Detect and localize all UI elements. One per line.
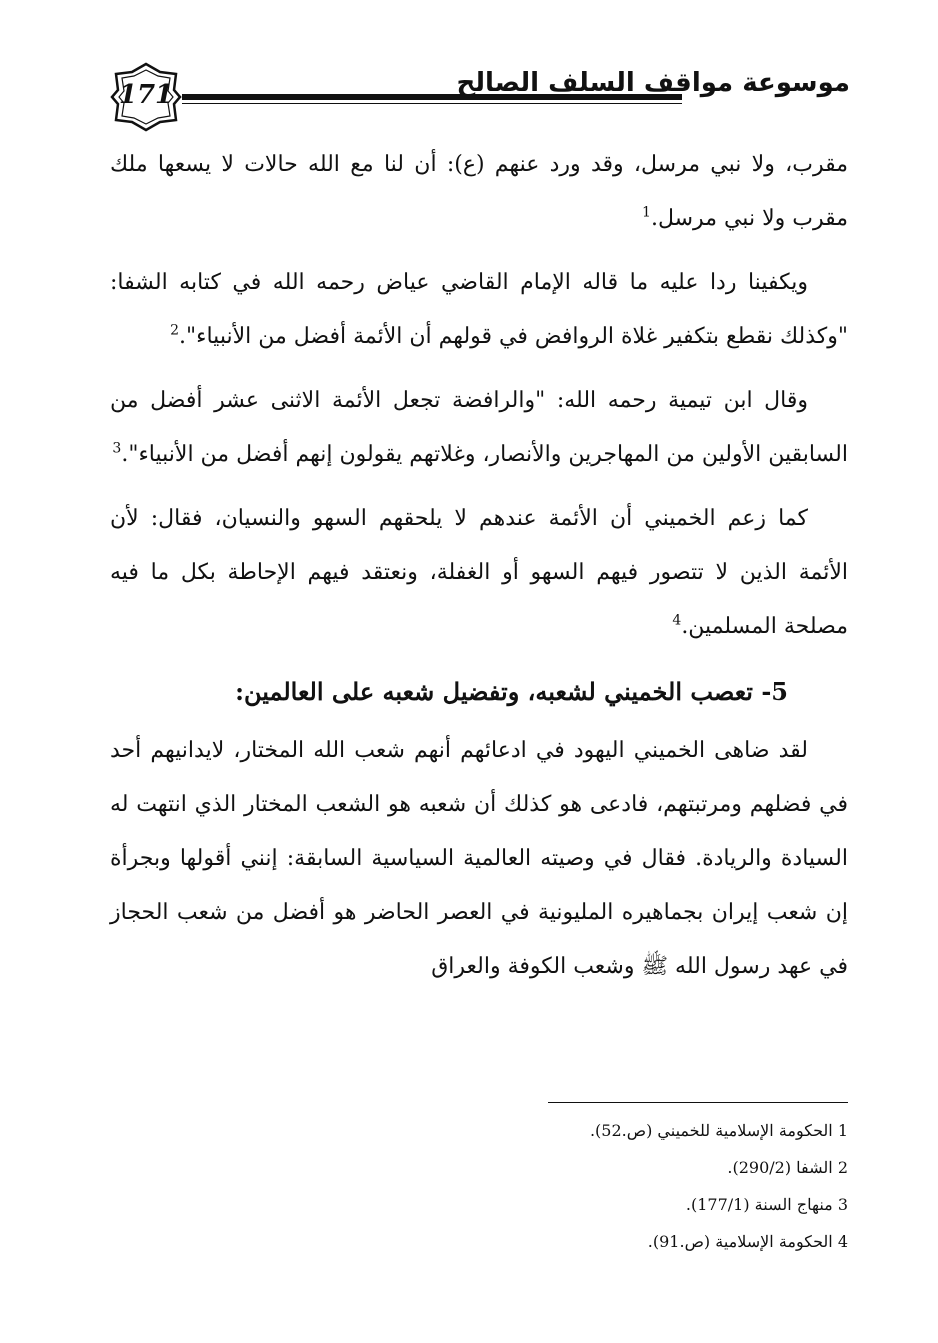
- footnote-ref-4: 4: [672, 612, 682, 629]
- footnote-ref-1: 1: [642, 204, 651, 221]
- paragraph-4-text: كما زعم الخميني أن الأئمة عندهم لا يلحقهم السهو والنسيان، فقال: لأن الأئمة الذين لا تتصور فيهم السهو أو الغفلة، ونعتقد فيهم الإحاطة بكل ما فيه مصلحة المسلمين.: [110, 506, 848, 639]
- paragraph-5: لقد ضاهى الخميني اليهود في ادعائهم أنهم شعب الله المختار، لايدانيهم أحد في فضلهم ومرتبتهم، فادعى هو كذلك أن شعبه هو الشعب المختار الذي انتهت له السيادة والريادة. فقال في وصيته العالمية السياسية السابقة: إنني أقولها وبجرأة إن شعب إيران بجماهيره المليونية في العصر الحاضر هو أفضل من شعب الحجاز في عهد رسول الله ﷺ وشعب الكوفة والعراق: [110, 738, 848, 979]
- page-number-badge: [110, 62, 182, 132]
- paragraph-4: [110, 492, 848, 654]
- section-heading: 5- تعصب الخميني لشعبه، وتفضيل شعبه على العالمين:: [235, 677, 788, 706]
- footnote-4: 4 الحكومة الإسلامية (ص.91).: [647, 1232, 848, 1251]
- paragraph-1-text: مقرب، ولا نبي مرسل، وقد ورد عنهم (ع): أن لنا مع الله حالات لا يسعها ملك مقرب ولا نبي مرسل.: [110, 152, 848, 231]
- footnote-separator: [548, 1102, 848, 1103]
- paragraph-1: [110, 138, 848, 246]
- page-number: 171: [118, 80, 174, 110]
- page-header: [110, 58, 850, 138]
- body-text: [110, 138, 848, 1004]
- series-title: موسوعة مواقف السلف الصالح: [456, 68, 850, 98]
- footnote-2: 2 الشفا (290/2).: [727, 1158, 848, 1177]
- footnote-ref-2: 2: [170, 322, 180, 339]
- footnotes: [500, 1112, 848, 1260]
- footnote-ref-3: 3: [112, 440, 122, 457]
- paragraph-2: [110, 256, 848, 364]
- footnote-3: 3 منهاج السنة (177/1).: [685, 1195, 848, 1214]
- paragraph-2-text: ويكفينا ردا عليه ما قاله الإمام القاضي عياض رحمه الله في كتابه الشفا: "وكذلك نقطع بتكفير غلاة الروافض في قولهم أن الأئمة أفضل من الأنبياء".: [110, 270, 848, 349]
- paragraph-3: [110, 374, 848, 482]
- footnote-1: 1 الحكومة الإسلامية للخميني (ص.52).: [589, 1121, 848, 1140]
- paragraph-3-text: وقال ابن تيمية رحمه الله: "والرافضة تجعل الأئمة الاثنى عشر أفضل من السابقين الأولين من المهاجرين والأنصار، وغلاتهم يقولون إنهم أفضل من الأنبياء".: [110, 388, 848, 467]
